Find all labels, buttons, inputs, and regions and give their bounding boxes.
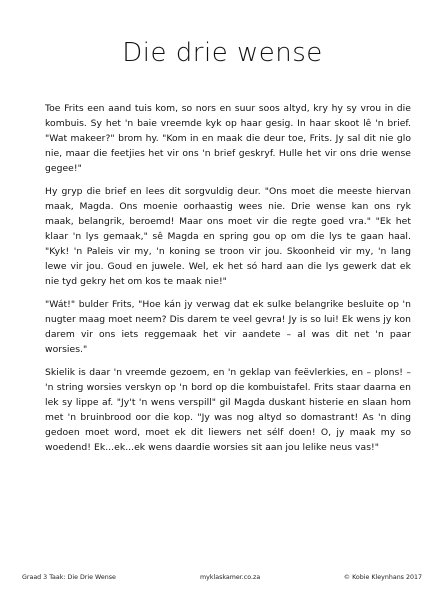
story-paragraph-4: Skielik is daar 'n vreemde gezoem, en 'n geklap van feëvlerkies, en – plons! – 'n string worsies verskyn op 'n bord op die kombuistafel. Frits staar daarna en lek sy lippe af. "Jy't 'n wens verspill" gil Magda duskant histerie en slaan hom met 'n bruinbrood oor die kop. "Jy was nog altyd so domastrant! As 'n ding gedoen moet word, moet ek dit liewers net sélf doen! O, jy maak my so woedend! Ek...ek...ek wens daardie worsies sit aan jou lelike neus vas!" (45, 367, 411, 453)
story-paragraph-1: Toe Frits een aand tuis kom, so nors en suur soos altyd, kry hy sy vrou in die kombuis. Sy het 'n baie vreemde kyk op haar gesig. In haar skoot lê 'n brief. "Wat makeer?" brom hy. "Kom in en maak die deur toe, Frits. Jy sal dit nie glo nie, maar die feetjies het vir ons 'n brief geskryf. Hulle het vir ons drie wense gegee!" (45, 103, 411, 174)
page-footer (22, 574, 422, 586)
footer-website: myklaskamer.co.za (200, 574, 261, 581)
page-title: Die drie wense (122, 38, 323, 68)
footer-copyright: © Kobie Kleynhans 2017 (343, 574, 422, 581)
story-paragraph-2: Hy gryp die brief en lees dit sorgvuldig deur. "Ons moet die meeste hiervan maak, Magda. Ons moenie oorhaastig wees nie. Drie wense kan ons ryk maak, belangrik, beroemd! Maar ons moet vir die regte goed vra." "Ek het klaar 'n lys gemaak," sê Magda en spring gou op om die lys te gaan haal. "Kyk! 'n Paleis vir my, 'n koning se troon vir jou. Skoonheid vir my, 'n lang lewe vir jou. Goud en juwele. Wel, ek het só hard aan die lys gewerk dat ek nie tyd gekry het om kos te maak nie!" (45, 186, 411, 287)
footer-task-label: Graad 3 Taak: Die Drie Wense (22, 574, 116, 581)
story-paragraph-3: "Wát!" bulder Frits, "Hoe kán jy verwag dat ek sulke belangrike besluite op 'n nugter maag moet neem? Dis darem te veel gevra! Jy is so lui! Ek wens jy kon darem vir ons iets reggemaak het vir aandete – al was dit net 'n paar worsies." (45, 299, 411, 355)
story-body (45, 101, 411, 463)
